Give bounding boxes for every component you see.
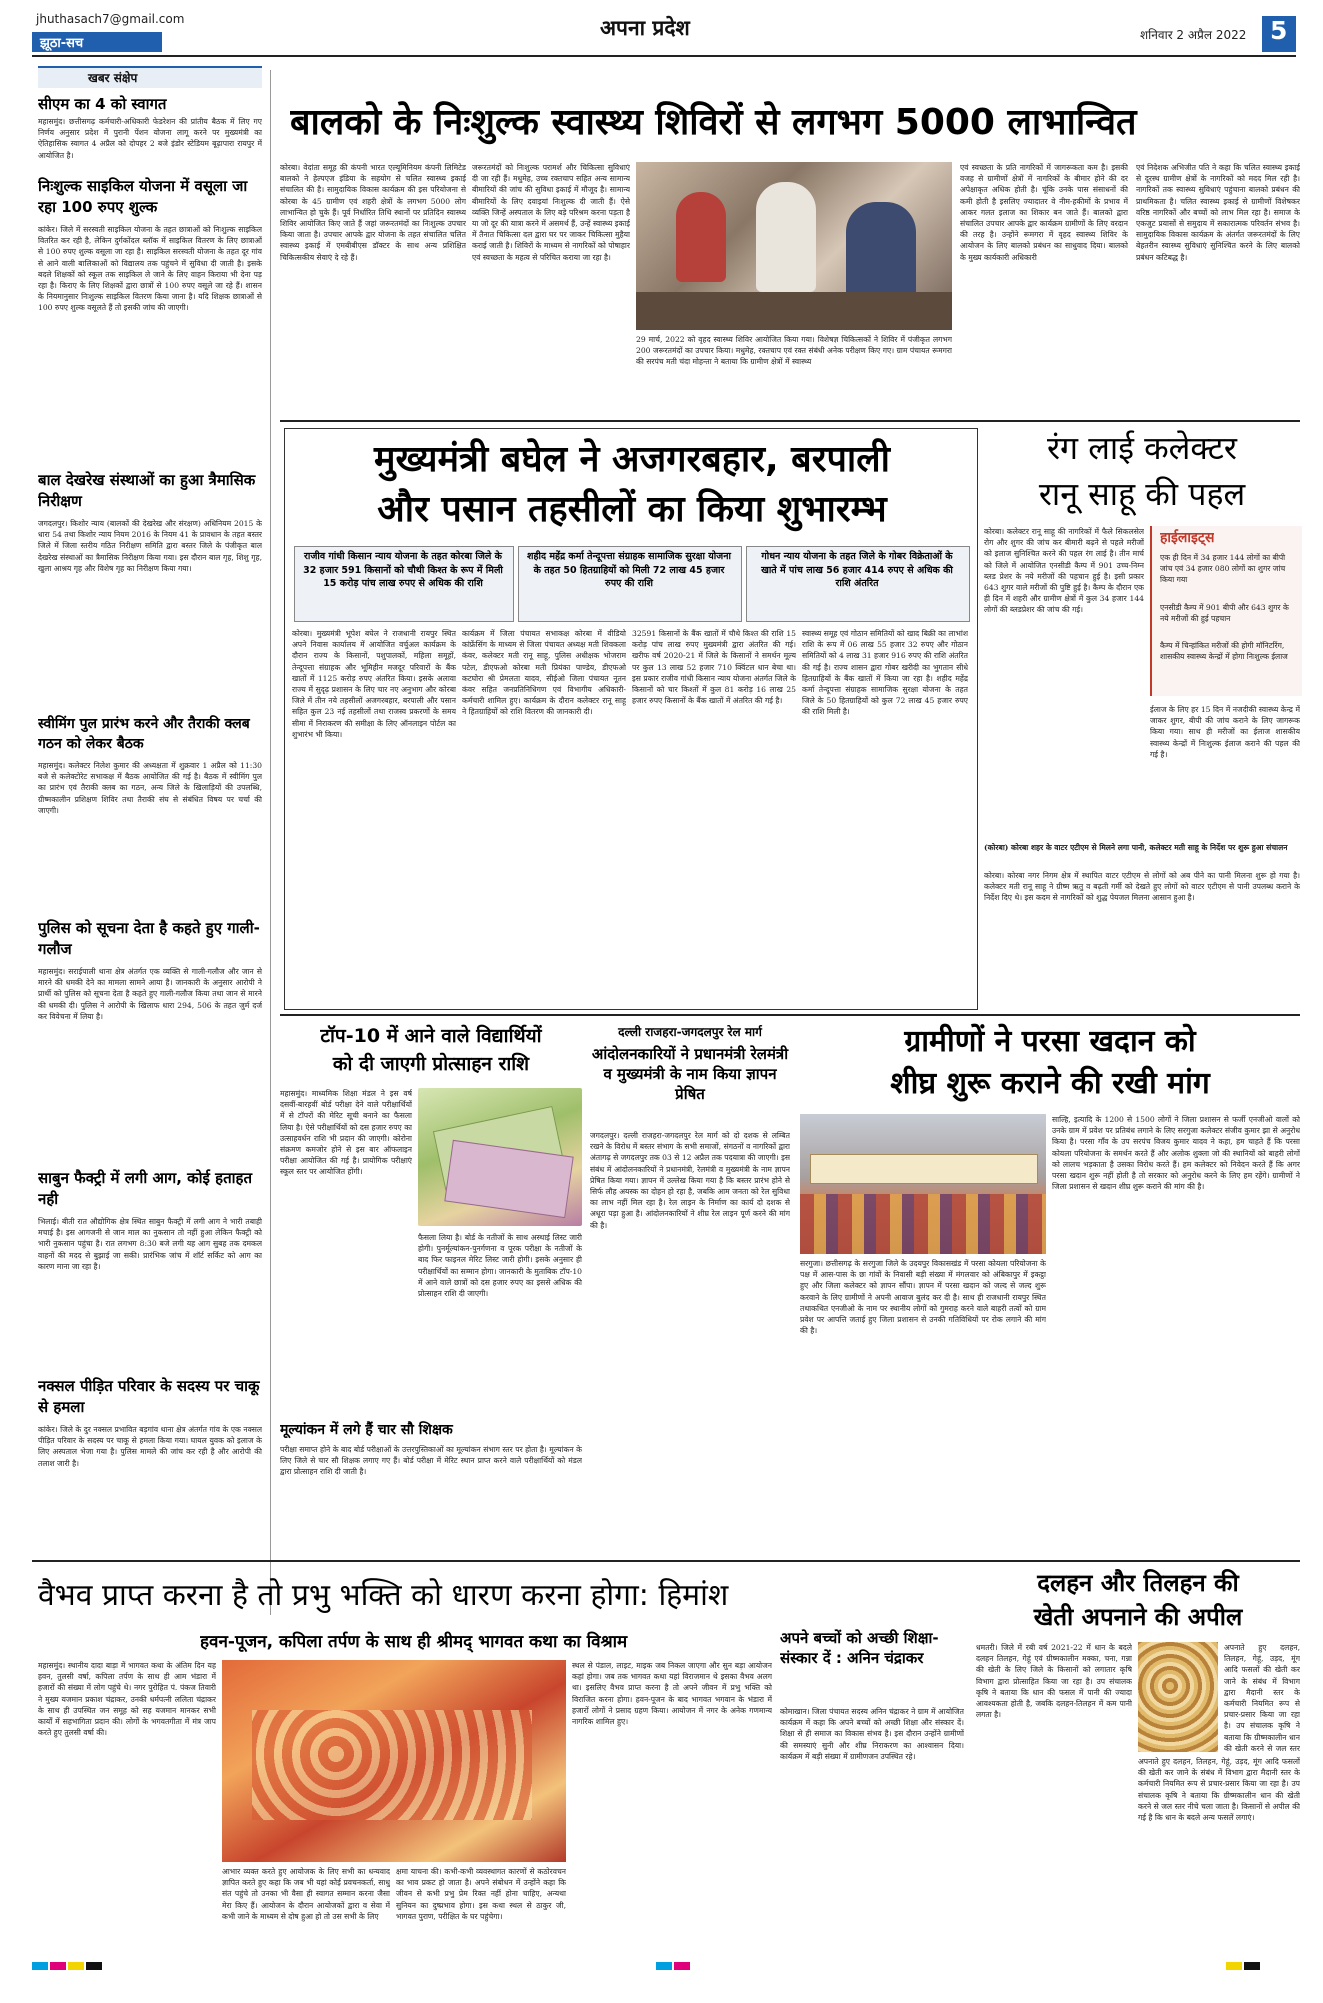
- sidebar-header: खबर संक्षेप: [88, 71, 138, 85]
- story7-subhead: हवन-पूजन, कपिला तर्पण के साथ ही श्रीमद् भागवत कथा का विश्राम: [200, 1632, 628, 1652]
- brief-headline: स्वीमिंग पुल प्रारंभ करने और तैराकी क्लब गठन को लेकर बैठक: [38, 716, 250, 752]
- page-number: 5: [1270, 16, 1288, 45]
- story3-headline-line1: रंग लाई कलेक्टर: [1046, 429, 1238, 467]
- highlight-text: शहीद महेंद्र कर्मा तेन्दूपत्ता संग्राहक सामाजिक सुरक्षा योजना के तहत 50 हितग्राहियों को मिली 72 लाख 45 हजार रुपए की राशि: [527, 551, 731, 589]
- story2-headline-line1: मुख्यमंत्री बघेल ने अजगरबहार, बरपाली: [374, 439, 890, 480]
- story4-headline-line1: टॉप-10 में आने वाले विद्यार्थियों: [320, 1025, 542, 1047]
- story4-subhead: मूल्यांकन में लगे हैं चार सौ शिक्षक: [280, 1422, 453, 1438]
- story1-col4: एवं स्वच्छता के प्रति नागरिकों में जागरूकता कम है। इसकी वजह से ग्रामीणों क्षेत्रों में नागरिकों के बीमार होने की दर अपेक्षाकृत अधिक होती है। चूंकि उनके पास संसाधनों की कमी होती है इसलिए ज्यादातर वे नीम-हकीमों के प्रभाव में आकर गलत इलाज का शिकार बन जाते हैं। बालको द्वारा संचालित उपचार आपके द्वार कार्यक्रम ग्रामीणों के लिए वरदान की तरह है। उन्होंने रूमगरा में वृहद स्वास्थ्य शिविर के आयोजन के लिए बालको प्रबंधन का साधुवाद दिया। बालको के मुख्य कार्यकारी अधिकारी: [960, 163, 1128, 262]
- grains-photo: [1138, 1642, 1218, 1752]
- story1-photo-caption: 29 मार्च, 2022 को वृहद स्वास्थ्य शिविर आयोजित किया गया। विशेषज्ञ चिकित्सकों ने शिविर में पंजीकृत लगभग 200 जरूरतमंदों का उपचार किया। मधुमेह, रक्तचाप एवं रक्त संबंधी अनेक परीक्षण किए गए। ग्राम पंचायत रूमगरा की सरपंच मती चंदा मोहन्ता ने बताया कि ग्रामीण क्षेत्रों में स्वास्थ्य: [636, 335, 952, 367]
- story4-col1: महासमुंद। माध्यमिक शिक्षा मंडल ने इस वर्ष दसवीं-बारहवीं बोर्ड परीक्षा देने वाले परीक्षार्थियों में से टॉपरों की मेरिट सूची बनाने का फैसला लिया है। ऐसे परीक्षार्थियों को दस हजार रुपए का उत्साहवर्धन राशि भी प्रदान की जाएगी। कोरोना संक्रमण कमजोर होने से इस बार ऑफलाइन परीक्षा आयोजित की गई है। प्रायोगिक परीक्षाएं स्कूल स्तर पर आयोजित होंगी।: [280, 1089, 412, 1177]
- story9-col1: धमतरी। जिले में रबी वर्ष 2021-22 में धान के बदले दलहन तिलहन, गेहूं एवं ग्रीष्मकालीन मक्का, चना, गन्ना की खेती के लिए जिले के किसानों को लगातार कृषि विभाग द्वारा प्रोत्साहित किया जा रहा है। उप संचालक कृषि ने बताया कि धान की फसल में पानी की ज्यादा आवश्यकता होती है, जबकि दलहन-तिलहन में कम पानी लगता है।: [976, 1643, 1132, 1720]
- story6-col2: साल्हि, इत्यादि के 1200 से 1500 लोगों ने जिला प्रशासन से फर्जी एनजीओ वालों को उनके ग्राम में प्रवेश पर प्रतिबंध लगाने के लिए सरगुजा कलेक्टर संजीव कुमार झा से अनुरोध किया है। परसा गाँव के उप सरपंच विजय कुमार यादव ने कहा, हम चाहते हैं कि परसा कोयला परियोजना के समर्थन करते हैं और अलोक शुक्ला जो की स्थानियों को बाहरी लोगों को लालच भड़काता है उसका विरोध करते हैं। हम कलेक्टर को निवेदन करते हैं कि अगर परसा खदान शुरू नहीं होती है तो सरकार को अनुरोध करने के लिए हम रहेंगे। ग्रामीणों ने जिला प्रशासन से खदान शीघ्र शुरू कराने की मांग की है।: [1052, 1115, 1300, 1192]
- story3-headline-line2: रानू साहू की पहल: [1038, 475, 1246, 513]
- story8-body: कोमाखान। जिला पंचायत सदस्य अनिन चंद्राकर ने ग्राम में आयोजित कार्यक्रम में कहा कि अपने बच्चों को अच्छी शिक्षा और संस्कार दें। शिक्षा से ही समाज का विकास संभव है। इस दौरान उन्होंने ग्रामीणों की समस्याएं सुनी और शीघ्र निराकरण का आश्वासन दिया। कार्यक्रम में बड़ी संख्या में ग्रामीणजन उपस्थित रहे।: [780, 1707, 964, 1761]
- story2-col1: कोरबा। मुख्यमंत्री भूपेश बघेल ने राजधानी रायपुर स्थित अपने निवास कार्यालय में आयोजित वर्चुअल कार्यक्रम के दौरान राज्य के किसानों, पशुपालकों, महिला समूहों, तेन्दूपत्ता संग्राहक और भूमिहीन मजदूर परिवारों के बैंक खातों में 1125 करोड़ रुपए अंतरित किया। इसके अलावा राज्य में सुदृढ़ प्रशासन के लिए चार नए अनुभाग और कोरबा जिले में तीन नये तहसीलों अजगरबहार, बरपाली और पसान सहित कुल 23 नई तहसीलों तथा राजस्व प्रकरणों के समय सीमा में निराकरण की समीक्षा के लिए ऑनलाइन पोर्टल का शुभारंभ भी किया।: [292, 629, 456, 739]
- sidebar-header-bar: [38, 66, 262, 88]
- brief-body: महासमुंद। छत्तीसगढ़ कर्मचारी-अधिकारी फेडरेशन की प्रांतीय बैठक में लिए गए निर्णय अनुसार प्रदेश में पुरानी पेंशन योजना लागू करने पर मुख्यमंत्री का ऐतिहासिक स्वागत 4 अप्रैल को दोपहर 2 बजे इंडोर स्टेडियम बूढ़ापारा रायपुर में आयोजित है।: [38, 117, 262, 160]
- story2-headline-line2: और पसान तहसीलों का किया शुभारम्भ: [377, 489, 887, 530]
- color-registration-strip: [32, 1958, 1296, 1974]
- highlight-item: एनसीडी कैम्प में 901 बीपी और 643 शुगर के नये मरीजों की हुई पहचान: [1160, 603, 1289, 624]
- brief-body: कांकेर। जिले के दुर नक्सल प्रभावित बड़गांव थाना क्षेत्र अंतर्गत गांव के एक नक्सल पीड़ित परिवार के सदस्य पर चाकू से हमला किया गया। घायल युवक को इलाज के लिए अस्पताल भेजा गया है। पुलिस मामले की जांच कर रही है और आरोपी की तलाश जारी है।: [38, 1425, 262, 1468]
- story5-body: जगदलपुर। दल्ली राजहरा-जगदलपुर रेल मार्ग को दो दशक से लम्बित रखने के विरोध में बस्तर संभाग के सभी समाजों, संगठनों व नागरिकों द्वारा अंतागढ़ से जगदलपुर तक 03 से 12 अप्रैल तक पदयात्रा की जाएगी। इस संबंध में आंदोलनकारियों ने प्रधानमंत्री, रेलमंत्री व मुख्यमंत्री के नाम ज्ञापन प्रेषित किया गया। ज्ञापन में उल्लेख किया गया है कि बस्तर प्रारंभ होने से सिर्फ लौह अयस्क का दोहन हो रहा है, जबकि आम जनता को रेल सुविधा का लाभ नहीं मिल रहा है। रेल लाइन के निर्माण का कार्य दो दशक से अधूरा पड़ा हुआ है। आंदोलनकारियों ने शीघ्र रेल लाइन पूर्ण करने की मांग की है।: [590, 1131, 790, 1230]
- sidebar-divider: [270, 70, 271, 1615]
- story4-col2: फैसला लिया है। बोर्ड के नतीजों के साथ अस्थाई लिस्ट जारी होगी। पुनर्मूल्यांकन-पुनर्गणना व पूरक परीक्षा के नतीजों के बाद फिर फाइनल मेरिट लिस्ट जारी होगी। इसके अनुसार ही परीक्षार्थियों का सम्मान होगा। जानकारी के मुताबिक टॉप-10 में आने वाले छात्रों को दस हजार रुपए का इससे अधिक की प्रोत्साहन राशि दी जाएगी।: [418, 1233, 582, 1299]
- story9-col2: अपनाते हुए दलहन, तिलहन, गेहूं, उड़द, मूंग आदि फसलों की खेती कर जाने के संबंध में विभाग द्वारा मैदानी स्तर के कर्मचारी नियमित रूप से प्रचार-प्रसार किया जा रहा है। उप संचालक कृषि ने बताया कि ग्रीष्मकालीन धान की खेती करने से जल स्तर: [1224, 1643, 1300, 1752]
- story3-body2: ईलाज के लिए हर 15 दिन में नजदीकी स्वास्थ्य केन्द्र में जाकर शुगर, बीपी की जांच कराने के लिए जागरूक किया गया। साथ ही मरीजों का ईलाज शासकीय स्वास्थ्य केन्द्रों में निःशुल्क ईलाज कराने की पहल की गई है।: [1150, 705, 1300, 759]
- story9-col2-continued: अपनाते हुए दलहन, तिलहन, गेहूं, उड़द, मूंग आदि फसलों की खेती कर जाने के संबंध में विभाग द्वारा मैदानी स्तर के कर्मचारी नियमित रूप से प्रचार-प्रसार किया जा रहा है। उप संचालक कृषि ने बताया कि ग्रीष्मकालीन धान की खेती करने से जल स्तर नीचे चला जाता है। किसानों से अपील की गई है कि धान के बदले अन्य फसलें लगाएं।: [1138, 1757, 1300, 1823]
- highlight-text: राजीव गांधी किसान न्याय योजना के तहत कोरबा जिले के 32 हजार 591 किसानों को चौथी किश्त के रूप में मिली 15 करोड़ पांच लाख रुपए से अधिक की राशि: [303, 551, 503, 589]
- story2-col2: कार्यक्रम में जिला पंचायत सभाकक्ष कोरबा में वीडियो कांफ्रेंसिंग के माध्यम से जिला पंचायत अध्यक्ष मती शिवकला कंवर, कलेक्टर मती रानू साहू, पुलिस अधीक्षक भोजराम पटेल, डीएफओ कोरबा मती प्रियंका पाण्डेय, डीएफओ कटघोरा श्री प्रेमलता यादव, सीईओ जिला पंचायत नूतन कंवर सहित जनप्रतिनिधिगण एवं विभागीय अधिकारी-कर्मचारी शामिल हुए। कार्यक्रम के दौरान कलेक्टर रानू साहू ने हितग्राहियों को राशि वितरण की जानकारी दी।: [462, 629, 626, 717]
- story7-col1: महासमुंद। स्थानीय दादा बाड़ा में भागवत कथा के अंतिम दिन यह हवन, तुलसी वर्षा, कपिला तर्पण के साथ ही आम भंडारा में हजारों की संख्या में लोग पहुंचे थे। नगर पुरोहित पं. पंकज तिवारी ने मुख्य यजमान प्रकाश चंद्राकर, उनकी धर्मपत्नी ललिता चंद्राकर के साथ ही उपस्थित जन समूह को सह यजमान मानकर सभी कार्यों में सहभागिता प्रदान की। लोगों के भगवतगीता में मंत्र जाप करते हुए तुलसी वर्षा की।: [38, 1661, 216, 1738]
- highlight-text: गोधन न्याय योजना के तहत जिले के गोबर विक्रेताओं के खाते में पांच लाख 56 हजार 414 रुपए से अधिक की राशि अंतरित: [761, 551, 953, 589]
- brief-headline: नक्सल पीड़ित परिवार के सदस्य पर चाकू से हमला: [38, 1377, 260, 1416]
- section-rule: [32, 1560, 1300, 1562]
- story7-col3: क्षमा याचना की। कभी-कभी व्यवस्थागत कारणों से कठोरवचन का भाव प्रकट हो जाता है। अपने संबोधन में उन्होंने कहा कि जीवन से कभी प्रभु प्रेम रिक्त नहीं होना चाहिए, अन्यथा सुनियन का दुष्प्रभाव होगा। इस कथा स्थल से ठाकुर जी, भागवत पुराण, परीक्षित के घर पहुंचेगा।: [396, 1867, 566, 1921]
- brief-headline: पुलिस को सूचना देता है कहते हुए गाली-गलौज: [38, 919, 260, 958]
- currency-notes-image: [418, 1088, 582, 1226]
- story9-headline-line2: खेती अपनाने की अपील: [1033, 1603, 1243, 1631]
- story8-headline: अपने बच्चों को अच्छी शिक्षा-संस्कार दें : अनिन चंद्राकर: [780, 1629, 939, 1667]
- story7-headline: वैभव प्राप्त करना है तो प्रभु भक्ति को धारण करना होगा: हिमांश: [38, 1578, 729, 1613]
- brief-body: जगदलपुर। किशोर न्याय (बालकों की देखरेख और संरक्षण) अधिनियम 2015 के धारा 54 तथा किशोर न्याय नियम 2016 के नियम 41 के प्रावधान के तहत बस्तर जिले में जिला स्तरीय गठित निरीक्षण समिति द्वारा बस्तर जिले के पंजीकृत बाल देखरेख संस्थाओं का त्रैमासिक निरीक्षण किया गया। इस दौरान बाल गृह, शिशु गृह, खुला आश्रय गृह और विशेष गृह का निरीक्षण किया गया।: [38, 519, 262, 573]
- story4-sub-body: परीक्षा समाप्त होने के बाद बोर्ड परीक्षाओं के उत्तरपुस्तिकाओं का मूल्यांकन संभाग स्तर पर होता है। मूल्यांकन के लिए जिले से चार सौ शिक्षक लगाए गए हैं। बोर्ड परीक्षा में मेरिट स्थान प्राप्त करने वाले परीक्षार्थियों को मंडल द्वारा प्रोत्साहन राशि दी जाती है।: [280, 1445, 582, 1477]
- highlight-item: एक ही दिन में 34 हजार 144 लोगों का बीपी जांच एवं 34 हजार 080 लोगों का शुगर जांच किया गया: [1160, 553, 1286, 585]
- brief-headline: बाल देखरेख संस्थाओं का हुआ त्रैमासिक निरीक्षण: [38, 471, 256, 510]
- story1-headline: बालको के निःशुल्क स्वास्थ्य शिविरों से लगभग 5000 लाभान्वित: [290, 102, 1137, 143]
- story2-col3: 32591 किसानों के बैंक खातों में चौथे किश्त की राशि 15 करोड़ पांच लाख रुपए मुख्यमंत्री द्वारा अंतरित की गई। खरीफ वर्ष 2020-21 में जिले के किसानों ने समर्थन मूल्य पर कुल 13 लाख 52 हजार 710 क्विंटल धान बेचा था। इस प्रकार राजीव गांधी किसान न्याय योजना अंतर्गत जिले के किसानों को चार किश्तों में कुल 81 करोड़ 16 लाख 25 हजार रुपए किसानों के बैंक खातों में अंतरित की गई है।: [632, 629, 796, 706]
- story4-headline-line2: को दी जाएगी प्रोत्साहन राशि: [332, 1053, 530, 1075]
- news-brief-sidebar: [38, 66, 262, 1901]
- masthead: [0, 0, 1323, 60]
- section-rule: [280, 420, 1300, 422]
- story2-col4: स्वास्थ्य समूह एवं गोठान समितियों को खाद बिक्री का लाभांश राशि के रूप में 06 लाख 55 हजार 32 रुपए और गोठान समितियों को 4 लाख 31 हजार 916 रुपए की राशि अंतरित की गई है। राज्य शासन द्वारा गोबर खरीदी का भुगतान सीधे हितग्राहियों के बैंक खातों में किया जा रहा है। शहीद महेंद्र कर्मा तेन्दूपत्ता संग्राहक सामाजिक सुरक्षा योजना के तहत जिले के 50 हितग्राहियों को कुल 72 लाख 45 हजार रुपए की राशि मिली है।: [802, 629, 968, 717]
- brief-body: कांकेर। जिले में सरस्वती साइकिल योजना के तहत छात्राओं को निःशुल्क साइकिल वितरित कर रही है, लेकिन दुर्गकोंदल ब्लॉक में साइकिल वितरण के लिए छात्राओं से 100 रुपए शुल्क वसूला जा रहा है। साइकिल सरस्वती योजना के तहत दूर गांव से आने वाली बालिकाओं को विद्यालय तक पहुंचने में सुविधा दी जाती है। इसके बदले शिक्षकों को स्कूल तक साइकिल ले जाने के लिए वाहन किराया भी देना पड़ रहा है। किराए के लिए शिक्षकों द्वारा छात्रों से 100 रुपए वसूले जा रहे हैं। शासन के नियमानुसार निःशुल्क साइकिल वितरण किया जाना है। यदि शिक्षक छात्राओं से 100 रुपए शुल्क वसूलते हैं तो इसकी जांच की जाएगी।: [38, 225, 262, 313]
- brief-body: भिलाई। बीती रात औद्योगिक क्षेत्र स्थित साबुन फैक्ट्री में लगी आग ने भारी तबाही मचाई है। इस आगजनी से जान माल का नुकसान तो नहीं हुआ लेकिन फैक्ट्री को भारी नुकसान पहुंचा है। रात लगभग 8:30 बजे लगी यह आग सुबह तक दमकल वाहनों की मदद से बुझाई जा सकी। प्रारंभिक जांच में शॉर्ट सर्किट को आग का कारण माना जा रहा है।: [38, 1217, 262, 1271]
- story3-body: कोरबा। कलेक्टर रानू साहू की नागरिकों में फैले सिकलसेल रोग और शुगर की जांच कर बीमारी बढ़ने से पहले मरीजों को इलाज सुनिश्चित करने की पहल रंग लाई है। तीन मार्च को जिले में आयोजित एनसीडी कैम्प में 901 उच्च-निम्न ब्लड प्रेशर के नये मरीजों की पहचान हुई है। इसी प्रकार 643 शुगर वाले मरीजों की पुष्टि हुई है। कैम्प के दौरान एक ही दिन में शहरी और ग्रामीण क्षेत्रों में कुल 34 हजार 144 लोगों की ब्लडप्रेशर की जांच की गई।: [984, 527, 1144, 615]
- brief-headline: निःशुल्क साइकिल योजना में वसूला जा रहा 100 रुपए शुल्क: [38, 177, 248, 216]
- story3-caption-body: कोरबा। कोरबा नगर निगम क्षेत्र में स्थापित वाटर एटीएम से लोगों को अब पीने का पानी मिलना शुरू हो गया है। कलेक्टर मती रानू साहू ने ग्रीष्म ऋतु व बढ़ती गर्मी को देखते हुए लोगों को वाटर एटीएम से पानी उपलब्ध कराने के निर्देश दिए थे। इस कदम से नागरिकों को शुद्ध पेयजल मिलना आसान हुआ है।: [984, 871, 1300, 903]
- story6-headline-line2: शीघ्र शुरू कराने की रखी मांग: [890, 1066, 1210, 1101]
- highlight-item: कैम्प में चिन्हांकित मरीजों की होगी मॉनिटरिंग, शासकीय स्वास्थ्य केन्द्रों में होगा निःशुल्क ईलाज: [1160, 641, 1288, 662]
- story7-col2: आभार व्यक्त करते हुए आयोजक के लिए सभी का धन्यवाद ज्ञापित करते हुए कहा कि जब भी यहां कोई प्रवचनकर्ता, साधु संत पहुंचे तो उनका भी वैसा ही स्वागत सम्मान करना जैसा मेरा किए हैं। आयोजन के दौरान आयोजकों द्वारा व सेवा में कभी जाने के माध्यम से दोष हुआ हो तो उस सभी के लिए: [222, 1867, 390, 1921]
- email-label: jhuthasach7@gmail.com: [36, 12, 185, 26]
- brief-body: महासमुंद। कलेक्टर निलेश कुमार की अध्यक्षता में शुक्रवार 1 अप्रैल को 11:30 बजे से कलेक्टोरेट सभाकक्ष में बैठक आयोजित की गई है। बैठक में स्वीमिंग पुल का प्रारंभ एवं तैराकी क्लब का गठन, अन्य जिले के खिलाड़ियों की उपलब्धि, ग्रीष्मकालीन प्रशिक्षण शिविर तथा तैराकी संघ से संबंधित विषय पर चर्चा की जाएगी।: [38, 761, 262, 815]
- masthead-rule: [32, 55, 1296, 57]
- story9-headline-line1: दलहन और तिलहन की: [1037, 1569, 1239, 1597]
- section-title: अपना प्रदेश: [600, 16, 690, 40]
- story6-headline-line1: ग्रामीणों ने परसा खदान को: [904, 1024, 1196, 1059]
- villagers-protest-photo: [800, 1114, 1046, 1254]
- story7-col4: स्थल से पंडाल, लाइट, माइक जब निकल जाएगा और सुन बड़ा आयोजन कहां होगा। जब तक भागवत कथा यहां विराजमान थे इसका वैभव अलग था। इसलिए वैभव प्राप्त करना है तो अपने जीवन में प्रभु भक्ति को विराजित करना होगा। हवन-पूजन के बाद भागवत भगवान के भंडारा में हजारों लोगों ने प्रसाद ग्रहण किया। आयोजन में नगर के अनेक गणमान्य नागरिक शामिल हुए।: [572, 1661, 772, 1727]
- paper-name: झूठा-सच: [40, 36, 84, 51]
- story1-col2: जरूरतमंदों को निःशुल्क परामर्श और चिकित्सा सुविधाएं दी जा रही हैं। मधुमेह, उच्च रक्तचाप सहित अन्य सामान्य बीमारियों की जांच की सुविधा इकाई में मौजूद है। सामान्य बीमारियों के लिए दवाइयां निःशुल्क दी जाती हैं। ऐसे व्यक्ति जिन्हें अस्पताल के लिए बड़े परिश्रम करना पड़ता है या जो दूर की यात्रा करने में असमर्थ हैं, उन्हें स्वास्थ्य इकाई में तैनात चिकित्सा दल द्वारा घर पर जाकर चिकित्सा मुहैया कराई जाती है। शिविरों के माध्यम से नागरिकों को पोषाहार एवं स्वच्छता के महत्व से परिचित कराया जा रहा है।: [472, 163, 630, 262]
- brief-headline: सीएम का 4 को स्वागत: [38, 95, 167, 113]
- highlights-title: हाईलाइट्स: [1160, 530, 1215, 546]
- brief-body: महासमुंद। सराईपाली थाना क्षेत्र अंतर्गत एक व्यक्ति से गाली-गलौज और जान से मारने की धमकी देने का मामला सामने आया है। जानकारी के अनुसार आरोपी ने प्रार्थी को पुलिस को सूचना देता है कहते हुए गाली-गलौज किया तथा जान से मारने की धमकी दी। पुलिस ने आरोपी के खिलाफ धारा 294, 506 के तहत जुर्म दर्ज कर विवेचना में लिया है।: [38, 967, 262, 1021]
- story5-headline: आंदोलनकारियों ने प्रधानमंत्री रेलमंत्री व मुख्यमंत्री के नाम किया ज्ञापन प्रेषित: [591, 1045, 789, 1103]
- story3-photo-caption: (कोरबा) कोरबा शहर के वाटर एटीएम से मिलने लगा पानी, कलेक्टर मती साहू के निर्देश पर शुरू हुआ संचालन: [984, 843, 1288, 852]
- health-camp-photo: [636, 162, 952, 330]
- section-rule: [280, 1014, 1300, 1016]
- havan-ceremony-photo: [222, 1660, 566, 1862]
- story6-col1: सरगुजा। छत्तीसगढ़ के सरगुजा जिले के उदयपुर विकासखंड में परसा कोयला परियोजना के पक्ष में आस-पास के छः गांवों के निवासी बड़ी संख्या में मंगलवार को अंबिकापुर में इकट्ठा हुए और जिला कलेक्टर को ज्ञापन सौंपा। ज्ञापन में परसा खदान को जल्द से जल्द शुरू करवाने के लिए ग्रामीणों ने अपनी आवाज बुलंद कर दी है। साथ ही राजधानी रायपुर स्थित तथाकथित एनजीओ के नाम पर स्थानीय लोगों को गुमराह करने वाले बाहरी तत्वों को ग्राम प्रवेश पर आपत्ति जताई हुए जिला प्रशासन से उनकी गतिविधियों पर रोक लगाने की मांग की है।: [800, 1259, 1046, 1336]
- date-label: शनिवार 2 अप्रैल 2022: [1140, 28, 1247, 42]
- story1-col1: कोरबा। वेदांता समूह की कंपनी भारत एल्यूमिनियम कंपनी लिमिटेड बालको ने हेल्पएज इंडिया के सहयोग से चलित स्वास्थ्य इकाई संचालित की है। सामुदायिक विकास कार्यक्रम की इस परियोजना से कोरबा के 45 ग्रामीण एवं शहरी क्षेत्रों के लगभग 5000 लोग लाभान्वित हो चुके हैं। पूर्व निर्धारित तिथि स्थानों पर प्रतिदिन स्वास्थ्य शिविर आयोजित किए जाते हैं जहां जरूरतमंदों का निःशुल्क उपचार किया जाता है। उपचार आपके द्वार योजना के तहत संचालित चलित स्वास्थ्य इकाई में एमबीबीएस डॉक्टर के साथ अन्य प्रशिक्षित चिकित्सकीय सेवाएं दे रहे हैं।: [280, 163, 466, 262]
- brief-headline: साबुन फैक्ट्री में लगी आग, कोई हताहत नही: [38, 1169, 253, 1208]
- story1-col5: एवं निदेशक अभिजीत पति ने कहा कि चलित स्वास्थ्य इकाई से दूरस्थ ग्रामीण क्षेत्रों के नागरिकों को मदद मिल रही है। नागरिकों तक स्वास्थ्य सुविधाएं पहुंचाना बालको प्रबंधन की प्राथमिकता है। चलित स्वास्थ्य इकाई से ग्रामीणों विशेषकर वरिष्ठ नागरिकों और बच्चों को लाभ मिल रहा है। समाज के एकजुट प्रयासों से समुदाय में सकारात्मक परिवर्तन संभव है। सामुदायिक विकास कार्यक्रम के अंतर्गत जरूरतमंदों के लिए बेहतरीन स्वास्थ्य सुविधाएं सुनिश्चित करने के लिए बालको प्रबंधन कटिबद्ध है।: [1136, 163, 1300, 262]
- story5-kicker: दल्ली राजहरा-जगदलपुर रेल मार्ग: [618, 1025, 762, 1039]
